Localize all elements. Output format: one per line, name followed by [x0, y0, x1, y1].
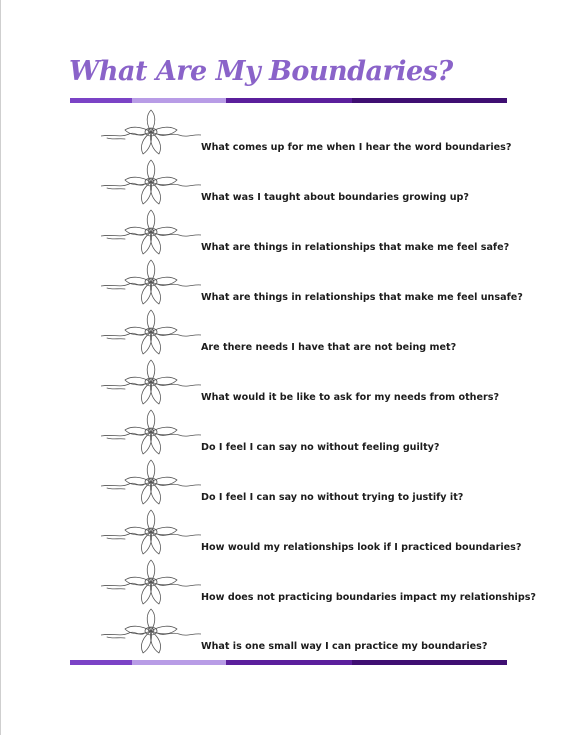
flower-line-art-icon: [101, 408, 201, 458]
divider-segment: [226, 660, 352, 665]
question-text: What are things in relationships that make me feel unsafe?: [201, 292, 523, 303]
question-text: What is one small way I can practice my boundaries?: [201, 641, 488, 652]
divider-segment: [352, 660, 507, 665]
question-text: Do I feel I can say no without trying to justify it?: [201, 492, 464, 503]
divider-segment: [70, 660, 132, 665]
flower-line-art-icon: [101, 258, 201, 308]
question-item: [101, 408, 521, 458]
bottom-divider: [70, 660, 507, 665]
question-item: [101, 158, 521, 208]
flower-line-art-icon: [101, 208, 201, 258]
flower-line-art-icon: [101, 358, 201, 408]
question-item: [101, 108, 521, 158]
divider-segment: [352, 98, 507, 103]
question-item: [101, 358, 521, 408]
question-text: How does not practicing boundaries impact my relationships?: [201, 592, 536, 603]
question-text: What comes up for me when I hear the word boundaries?: [201, 142, 512, 153]
divider-segment: [132, 98, 226, 103]
question-text: What was I taught about boundaries growing up?: [201, 192, 469, 203]
question-item: [101, 508, 521, 558]
question-text: How would my relationships look if I practiced boundaries?: [201, 542, 522, 553]
flower-line-art-icon: [101, 308, 201, 358]
flower-line-art-icon: [101, 458, 201, 508]
question-item: [101, 308, 521, 358]
question-item: [101, 208, 521, 258]
page-title: What Are My Boundaries?: [69, 56, 453, 87]
question-item: [101, 607, 521, 657]
question-item: [101, 558, 536, 608]
flower-line-art-icon: [101, 508, 201, 558]
divider-segment: [70, 98, 132, 103]
top-divider: [70, 98, 507, 103]
question-text: What are things in relationships that make me feel safe?: [201, 242, 510, 253]
question-text: Are there needs I have that are not being met?: [201, 342, 457, 353]
divider-segment: [226, 98, 352, 103]
flower-line-art-icon: [101, 558, 201, 608]
question-text: Do I feel I can say no without feeling guilty?: [201, 442, 440, 453]
flower-line-art-icon: [101, 158, 201, 208]
question-text: What would it be like to ask for my needs from others?: [201, 392, 500, 403]
question-item: [101, 258, 521, 308]
question-item: [101, 458, 521, 508]
flower-line-art-icon: [101, 607, 201, 657]
divider-segment: [132, 660, 226, 665]
flower-line-art-icon: [101, 108, 201, 158]
